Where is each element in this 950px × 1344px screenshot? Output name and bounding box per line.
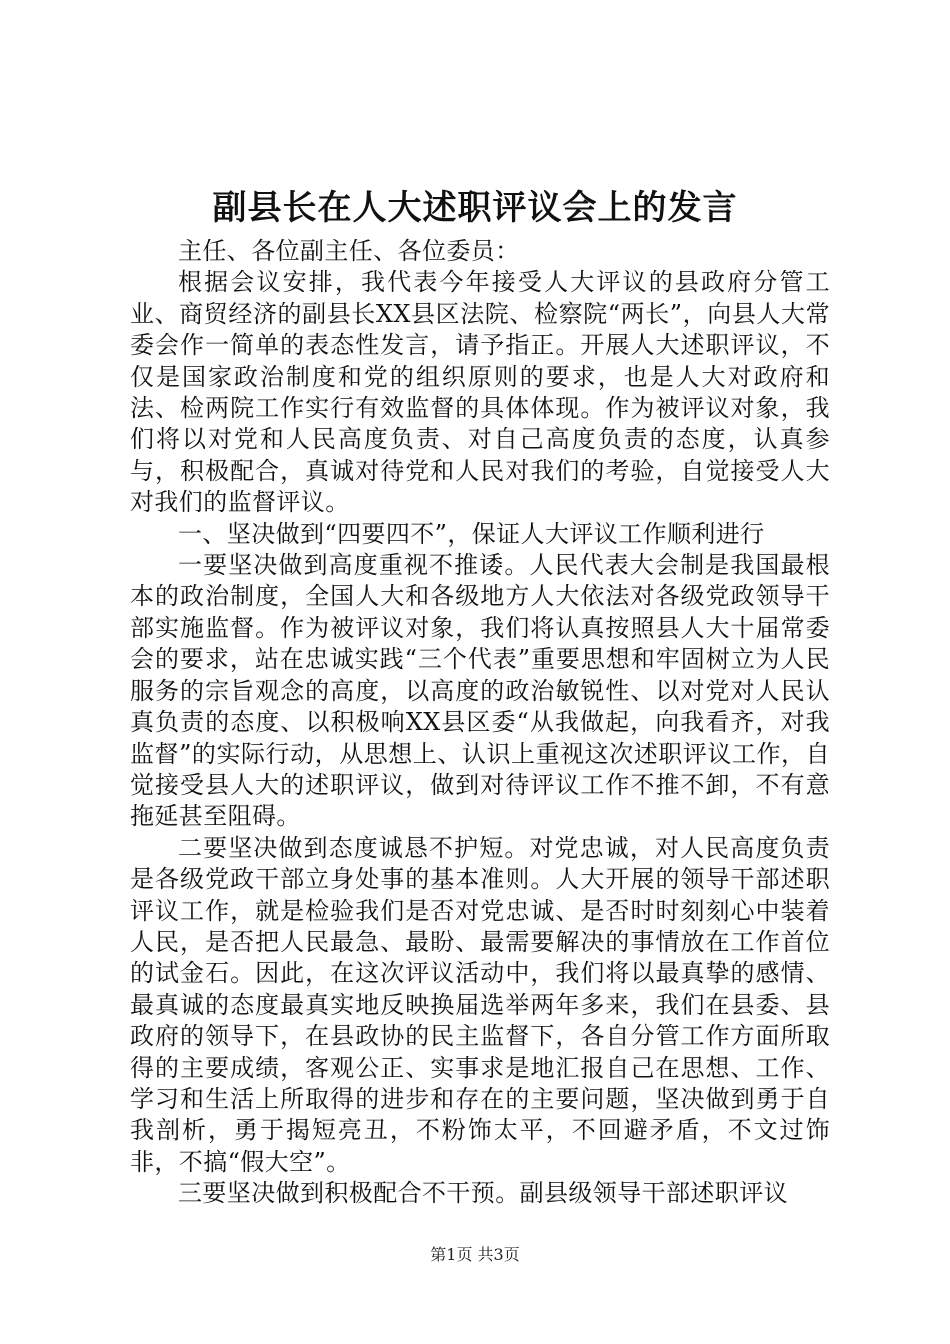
body-paragraph-1: 一要坚决做到高度重视不推诿。人民代表大会制是我国最根本的政治制度，全国人大和各级地方人大依法对各级党政领导干部实施监督。作为被评议对象，我们将认真按照县人大十届常委会的要求，站在忠诚实践“三个代表”重要思想和牢固树立为人民服务的宗旨观念的高度，以高度的政治敏锐性、以对党对人民认真负责的态度、以积极响XX县区委“从我做起，向我看齐，对我监督”的实际行动，从思想上、认识上重视这次述职评议工作，自觉接受县人大的述职评议，做到对待评议工作不推不卸，不有意拖延甚至阻碍。 bbox=[130, 551, 830, 831]
section-heading-1: 一、坚决做到“四要四不”，保证人大评议工作顺利进行 bbox=[178, 519, 765, 548]
body-paragraph-3: 三要坚决做到积极配合不干预。副县级领导干部述职评议 bbox=[178, 1179, 788, 1208]
document-title: 副县长在人大述职评议会上的发言 bbox=[212, 188, 738, 228]
body-paragraph-2: 二要坚决做到态度诚恳不护短。对党忠诚，对人民高度负责是各级党政干部立身处事的基本准则。人大开展的领导干部述职评议工作，就是检验我们是否对党忠诚、是否时时刻刻心中装着人民，是否把人民最急、最盼、最需要解决的事情放在工作首位的试金石。因此，在这次评议活动中，我们将以最真挚的感情、最真诚的态度最真实地反映换届选举两年多来，我们在县委、县政府的领导下，在县政协的民主监督下，各自分管工作方面所取得的主要成绩，客观公正、实事求是地汇报自己在思想、工作、学习和生活上所取得的进步和存在的主要问题，坚决做到勇于自我剖析，勇于揭短亮丑，不粉饰太平，不回避矛盾，不文过饰非，不搞“假大空”。 bbox=[130, 833, 830, 1176]
page-footer: 第1页 共3页 bbox=[430, 1245, 520, 1264]
salutation-paragraph: 主任、各位副主任、各位委员： bbox=[178, 237, 520, 265]
document-body bbox=[130, 236, 830, 1210]
intro-paragraph: 根据会议安排，我代表今年接受人大评议的县政府分管工业、商贸经济的副县长XX县区法院、检察院“两长”，向县人大常委会作一简单的表态性发言，请予指正。开展人大述职评议，不仅是国家政治制度和党的组织原则的要求，也是人大对政府和法、检两院工作实行有效监督的具体体现。作为被评议对象，我们将以对党和人民高度负责、对自己高度负责的态度，认真参与，积极配合，真诚对待党和人民对我们的考验，自觉接受人大对我们的监督评议。 bbox=[130, 268, 830, 517]
